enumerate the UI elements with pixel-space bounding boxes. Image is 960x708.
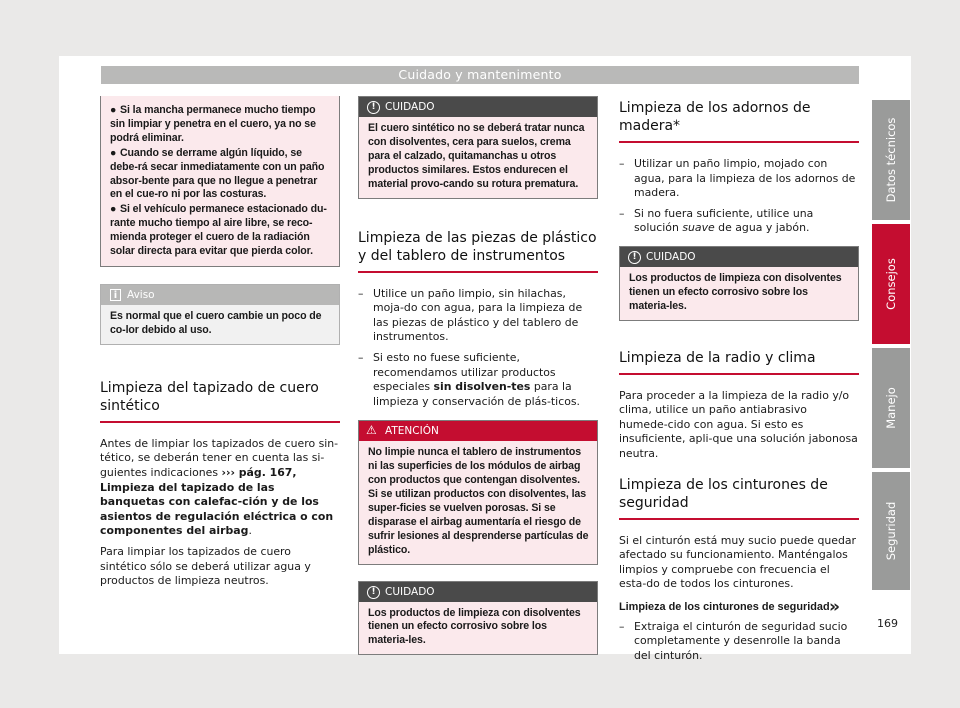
aviso-box: i Aviso Es normal que el cuero cambie un poco de co-lor debido al uso.: [100, 284, 340, 345]
tab-consejos[interactable]: Consejos: [872, 224, 910, 344]
dash-icon: –: [619, 206, 625, 220]
cuidado-header: ! CUIDADO: [359, 582, 597, 602]
subheading-cinturones: Limpieza de los cinturones de seguridad: [619, 601, 830, 614]
dash-list: [358, 287, 598, 410]
dash-icon: –: [619, 157, 625, 170]
list-item: – Si esto no fuese suficiente, recomendamos utilizar productos especiales sin disolven-tes para la limpieza y conservación de plás-ticos.: [358, 350, 580, 408]
bullet-item: ● Cuando se derrame algún líquido, se debe-rá secar inmediatamente con un paño absor-bente para que no llegue a penetrar en el cue-ro ni por las costuras.: [110, 146, 325, 201]
cuidado-box-1: ! CUIDADO El cuero sintético no se deberá tratar nunca con disolventes, cera para suelos, crema para el calzado, quitamanchas u otros productos similares. Estos endurecen el material provo-cando su rotura prematura.: [358, 96, 598, 199]
tab-datos-tecnicos[interactable]: Datos técnicos: [872, 100, 910, 220]
column-2: [358, 96, 598, 655]
aviso-header: i Aviso: [101, 285, 339, 305]
bullet-icon: ●: [110, 203, 117, 216]
paragraph-cinturones: Si el cinturón está muy sucio puede quedar afectado su funcionamiento. Manténgalos limpios y compruebe con frecuencia el esta-do de todos los cinturones.: [619, 533, 857, 591]
section-heading-madera: Limpieza de los adornos de madera*: [619, 99, 859, 143]
cuidado-box-3: ! CUIDADO Los productos de limpieza con disolventes tienen un efecto corrosivo sobre los materia-les.: [619, 246, 859, 321]
bullet-icon: ●: [110, 146, 117, 159]
cuidado-box-2: ! CUIDADO Los productos de limpieza con disolventes tienen un efecto corrosivo sobre los materia-les.: [358, 581, 598, 656]
column-3: [619, 96, 859, 669]
dash-icon: –: [358, 350, 364, 364]
cross-reference-link[interactable]: ››› pág. 167, Limpieza del tapizado de las banquetas con calefac-ción y de los asientos de regulación eléctrica o con componentes del airbag: [100, 465, 334, 538]
dash-icon: –: [358, 286, 364, 300]
paragraph-radio: Para proceder a la limpieza de la radio y/o clima, utilice un paño antiabrasivo humede-cido con agua. Si esto es insuficiente, apli-que una solución jabonosa neutra.: [619, 388, 858, 461]
cuidado-header: ! CUIDADO: [620, 247, 858, 267]
atencion-box: ⚠ ATENCIÓN No limpie nunca el tablero de instrumentos ni las superficies de los módulos de airbag con productos que contengan disolventes. Si se utilizan productos con disolventes, las super-ficies se vuelven porosas. Si se disparase el airbag aumentaría el riesgo de sufrir lesiones al desprenderse partículas de plástico.: [358, 420, 598, 564]
page-number: 169: [877, 617, 898, 630]
dash-list: [619, 620, 859, 664]
section-heading-cuero: Limpieza del tapizado de cuero sintético: [100, 379, 340, 423]
list-item: – Utilizar un paño limpio, mojado con agua, para la limpieza de los adornos de madera.: [619, 157, 856, 200]
atencion-header: ⚠ ATENCIÓN: [359, 421, 597, 441]
tab-manejo[interactable]: Manejo: [872, 348, 910, 468]
caution-icon: !: [367, 101, 380, 114]
section-heading-radio: Limpieza de la radio y clima: [619, 349, 859, 375]
list-item: – Utilice un paño limpio, sin hilachas, moja-do con agua, para la limpieza de las piezas de plástico y del tablero de instrumentos.: [358, 286, 583, 344]
caution-icon: !: [628, 251, 641, 264]
section-heading-cinturones: Limpieza de los cinturones de seguridad: [619, 476, 859, 520]
caution-icon: !: [367, 586, 380, 599]
list-item: – Extraiga el cinturón de seguridad sucio completamente y desenrolle la banda del cinturón.: [619, 619, 848, 662]
section-heading-plastico: Limpieza de las piezas de plástico y del tablero de instrumentos: [358, 229, 598, 273]
continue-arrow-icon: »: [829, 597, 840, 617]
dash-list: [619, 157, 859, 236]
cuidado-header: ! CUIDADO: [359, 97, 597, 117]
warning-triangle-icon: ⚠: [366, 423, 377, 438]
tab-seguridad[interactable]: Seguridad: [872, 472, 910, 590]
bullet-icon: ●: [110, 104, 117, 116]
dash-icon: –: [619, 619, 625, 633]
page-header: Cuidado y mantenimento: [101, 66, 859, 84]
bullet-warning-box: [100, 96, 340, 267]
paragraph-tapizado: Antes de limpiar los tapizados de cuero sin-tético, se deberán tener en cuenta las si-guientes indicaciones ››› pág. 167, Limpieza del tapizado de las banquetas con calefac-ción y de los asientos de regulación eléctrica o con componentes del airbag.: [100, 436, 339, 538]
paragraph-limpiar: Para limpiar los tapizados de cuero sintético sólo se deberá utilizar agua y productos de limpieza neutros.: [100, 544, 311, 588]
list-item: – Si no fuera suficiente, utilice una solución suave de agua y jabón.: [619, 206, 814, 235]
column-1: [100, 96, 340, 589]
info-icon: i: [110, 289, 121, 301]
bullet-item: ● Si el vehículo permanece estacionado du-rante mucho tiempo al aire libre, se reco-mienda proteger el cuero de la radiación solar directa para evitar que pierda color.: [110, 203, 327, 258]
bullet-item: ● Si la mancha permanece mucho tiempo sin limpiar y penetra en el cuero, ya no se podrá eliminar.: [110, 104, 316, 144]
